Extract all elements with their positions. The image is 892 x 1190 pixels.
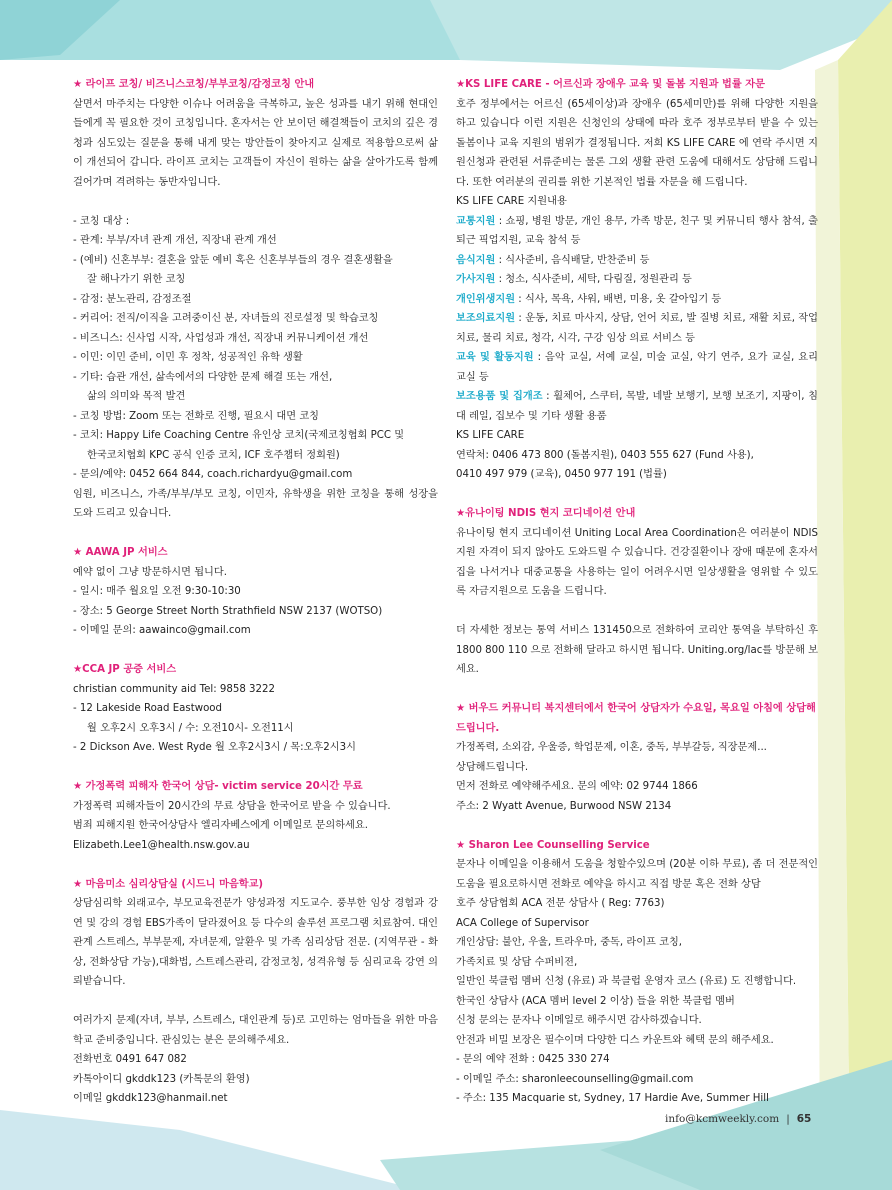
life-coaching-item: 한국코치협회 KPC 공식 인증 코치, ICF 호주챕터 정회원) <box>87 449 340 461</box>
ndis-para1: 유나이팅 현지 코디네이션 Uniting Local Area Coordination은 여러분이 NDIS 지원 자격이 되지 않아도 도와드릴 수 있습니다. 건강질환이나 장애 때문에 혼자서 집을 나서거나 대중교통을 사용하는 일이 어려우시면 일상생활을 영위할 수 있도록 자금지원으로 도움을 드립니다. <box>456 527 819 597</box>
mind-school-para1: 상담심리학 외래교수, 부모교육전문가 양성과정 지도교수. 풍부한 임상 경험과 강연 및 강의 경험 EBS가족이 달라졌어요 등 다수의 솔루션 프로그램 치료참여. 대인관계 스트레스, 부부문제, 자녀문제, 알환우 및 가족 심리상담 전문. (지역무관 - 화상, 전화상담 가능),대화법, 스트레스관리, 감정코칭, 성격유형 등 심리교육 강연 의뢰받습니다. <box>73 898 438 987</box>
sharon-line: 호주 상담협회 ACA 전문 상담사 ( Reg: 7763) <box>456 898 665 909</box>
cca-jp-section <box>73 660 438 758</box>
ks-contact: KS LIFE CARE <box>456 430 525 441</box>
cca-line: - 2 Dickson Ave. West Ryde 월 오후2시3시 / 목:오후2시3시 <box>73 742 356 753</box>
support-key: 음식지원 <box>456 254 496 266</box>
sharon-line: 개인상담: 불안, 우울, 트라우마, 중독, 라이프 코칭, <box>456 937 683 948</box>
ndis-section <box>456 504 818 680</box>
burwood-line: 먼저 전화로 예약해주세요. 문의 예약: 02 9744 1866 <box>456 781 698 792</box>
support-key: 교육 및 활동지원 <box>456 352 534 363</box>
support-value: : 식사준비, 음식배달, 반찬준비 등 <box>495 254 650 266</box>
sharon-line: ACA College of Supervisor <box>456 917 589 929</box>
mind-school-section <box>73 875 438 1109</box>
dv-line: 범죄 피해지원 한국어상담사 엘리자베스에게 이메일로 문의하세요. <box>73 820 368 831</box>
aawa-jp-heading: ★ AAWA JP 서비스 <box>73 547 168 558</box>
sharon-line: 한국인 상담사 (ACA 멤버 level 2 이상) 들을 위한 북클럽 멤버 <box>456 995 735 1007</box>
support-key: 개인위생지원 <box>456 293 516 305</box>
ks-life-care-section <box>456 75 818 485</box>
life-coaching-item: - 커리어: 전직/이직을 고려중이신 분, 자녀들의 진로설정 및 학습코칭 <box>73 313 379 324</box>
ks-support-item <box>456 251 818 271</box>
cca-line: - 12 Lakeside Road Eastwood <box>73 703 222 714</box>
life-coaching-item: - 코치: Happy Life Coaching Centre 유인상 코치(국제코칭협회 PCC 및 <box>73 430 405 441</box>
aawa-line: - 장소: 5 George Street North Strathfield NSW 2137 (WOTSO) <box>73 605 383 617</box>
burwood-heading: ★ 버우드 커뮤니티 복지센터에서 한국어 상담자가 수요일, 목요일 아침에 상담해드립니다. <box>456 703 816 734</box>
support-key: 가사지원 <box>456 274 496 285</box>
sharon-line: - 주소: 135 Macquarie st, Sydney, 17 Hardie Ave, Summer Hill <box>456 1093 769 1104</box>
ks-contact: 0410 497 979 (교육), 0450 977 191 (법률) <box>456 469 667 480</box>
support-key: 보조용품 및 집개조 <box>456 391 543 402</box>
sharon-line: 가족치료 및 상담 수퍼비젼, <box>456 956 578 968</box>
sharon-line: - 이메일 주소: sharonleecounselling@gmail.com <box>456 1073 694 1085</box>
dv-line: 가정폭력 피해자들이 20시간의 무료 상담을 한국어로 받을 수 있습니다. <box>73 800 391 812</box>
footer-email: info@kcmweekly.com <box>665 1113 780 1125</box>
burwood-line: 가정폭력, 소외감, 우울증, 학업문제, 이혼, 중독, 부부갈등, 직장문제... <box>456 742 767 753</box>
mind-contact: 카톡아이디 gkddk123 (카톡문의 환영) <box>73 1073 250 1085</box>
support-value: : 운동, 치료 마사지, 상담, 언어 치료, 발 질병 치료, 재활 치료, 작업 치료, 물리 치료, 청각, 시각, 구강 임상 의료 서비스 등 <box>456 313 818 344</box>
life-coaching-item: - 코칭 방법: Zoom 또는 전화로 진행, 필요시 대면 코칭 <box>73 410 319 422</box>
footer-separator: | <box>786 1113 790 1125</box>
burwood-section <box>456 699 818 816</box>
support-value: : 쇼핑, 병원 방문, 개인 용무, 가족 방문, 친구 및 커뮤니티 행사 참석, 출퇴근 픽업지원, 교육 참석 등 <box>456 215 818 246</box>
support-value: : 식사, 목욕, 샤워, 배변, 미용, 옷 갈아입기 등 <box>515 293 722 305</box>
support-value: : 휠체어, 스쿠터, 목발, 네발 보행기, 보행 보조기, 지팡이, 침대 레일, 집보수 및 기타 생활 용품 <box>456 391 818 422</box>
life-coaching-item: - 관계: 부부/자녀 관계 개선, 직장내 관계 개선 <box>73 235 277 246</box>
mind-contact: 이메일 gkddk123@hanmail.net <box>73 1093 228 1104</box>
cca-line: christian community aid Tel: 9858 3222 <box>73 683 275 695</box>
ks-life-care-subtitle: KS LIFE CARE 지원내용 <box>456 196 567 207</box>
aawa-line: - 일시: 매주 월요일 오전 9:30-10:30 <box>73 586 241 597</box>
dv-email: Elizabeth.Lee1@health.nsw.gov.au <box>73 839 250 851</box>
sharon-lee-heading: ★ Sharon Lee Counselling Service <box>456 839 650 851</box>
sharon-line: - 문의 예약 전화 : 0425 330 274 <box>456 1054 610 1065</box>
support-key: 교통지원 <box>456 215 496 227</box>
page-number: 65 <box>796 1113 812 1125</box>
aawa-jp-section <box>73 543 438 641</box>
ks-contact: 연락처: 0406 473 800 (돌봄지원), 0403 555 627 (Fund 사용), <box>456 449 754 461</box>
cca-line: 월 오후2시 오후3시 / 수: 오전10시- 오전11시 <box>87 722 294 734</box>
support-value: : 음악 교실, 서예 교실, 미술 교실, 악기 연주, 요가 교실, 요리 교실 등 <box>456 352 818 383</box>
mind-school-heading: ★ 마음미소 심리상담실 (시드니 마음학교) <box>73 878 264 890</box>
ndis-heading: ★유나이팅 NDIS 현지 코디네이션 안내 <box>456 508 636 519</box>
page-footer <box>665 1113 811 1125</box>
burwood-line: 주소: 2 Wyatt Avenue, Burwood NSW 2134 <box>456 800 672 812</box>
ks-support-item <box>456 348 818 387</box>
right-column <box>456 75 818 1128</box>
ks-support-item <box>456 309 818 348</box>
aawa-line: - 이메일 문의: aawainco@gmail.com <box>73 625 251 636</box>
ks-support-item <box>456 270 818 290</box>
life-coaching-intro: 살면서 마주치는 다양한 이슈나 어려움을 극복하고, 높은 성과를 내기 위해 현대인들에게 꼭 필요한 것이 코칭입니다. 혼자서는 안 보이던 해결책들이 코치의 깊은 경청과 심도있는 질문을 통해 내게 맞는 방안들이 찾아지고 실제로 적용함으로써 삶이 개선되어 갑니다. 라이프 코치는 고객들이 자신이 원하는 삶을 살아가도록 함께 걸어가며 격려하는 동반자입니다. <box>73 98 438 188</box>
life-coaching-item: - 문의/예약: 0452 664 844, coach.richardyu@gmail.com <box>73 469 353 480</box>
life-coaching-heading: ★ 라이프 코칭/ 비즈니스코칭/부부코칭/감정코칭 안내 <box>73 79 315 90</box>
life-coaching-item: - 비즈니스: 신사업 시작, 사업성과 개선, 직장내 커뮤니케이션 개선 <box>73 332 369 344</box>
sharon-lee-section <box>456 836 818 1109</box>
cca-jp-heading: ★CCA JP 공증 서비스 <box>73 664 177 675</box>
left-column <box>73 75 438 1128</box>
life-coaching-item: 잘 해나가기 위한 코칭 <box>87 274 186 285</box>
life-coaching-item: - 코칭 대상 : <box>73 215 130 227</box>
aawa-line: 예약 없이 그냥 방문하시면 됩니다. <box>73 566 227 578</box>
top-teal-shape-right <box>430 0 892 70</box>
life-coaching-item: - 기타: 습관 개선, 삶속에서의 다양한 문제 해결 또는 개선, <box>73 371 333 383</box>
sharon-line: 안전과 비밀 보장은 필수이며 다양한 디스 카운트와 혜택 문의 해주세요. <box>456 1034 774 1046</box>
ks-life-care-heading: ★KS LIFE CARE - 어르신과 장애우 교육 및 돌봄 지원과 법률 자문 <box>456 79 765 90</box>
burwood-line: 상담해드립니다. <box>456 761 529 773</box>
domestic-violence-section <box>73 777 438 855</box>
life-coaching-item: 삶의 의미와 목적 발견 <box>87 391 186 402</box>
life-coaching-outro: 임원, 비즈니스, 가족/부부/부모 코칭, 이민자, 유학생을 위한 코칭을 통해 성장을 도와 드리고 있습니다. <box>73 488 438 519</box>
ks-life-care-intro: 호주 정부에서는 어르신 (65세이상)과 장애우 (65세미만)를 위해 다양한 지원을 하고 있습니다 이런 지원은 신청인의 상태에 따라 호주 정부로부터 받을 수 있는 돌봄이나 교육 지원의 범위가 결정됩니다. 저희 KS LIFE CARE 에 연락 주시면 지원신청과 관련된 서류준비는 물론 그외 생활 관련 도움에 대해서도 상담해 드립니다. 또한 여러분의 권리를 위한 기본적인 법률 자문을 해 드립니다. <box>456 98 818 188</box>
mind-school-para2: 여러가지 문제(자녀, 부부, 스트레스, 대인관계 등)로 고민하는 엄마들을 위한 마음학교 준비중입니다. 관심있는 분은 문의해주세요. <box>73 1015 438 1046</box>
life-coaching-item: - 감정: 분노관리, 감정조절 <box>73 293 192 305</box>
life-coaching-section <box>73 75 438 524</box>
ndis-para2: 더 자세한 정보는 통역 서비스 131450으로 전화하여 코리안 통역을 부탁하신 후 1800 800 110 으로 전화해 달라고 하시면 됩니다. Uniting.org/lac를 방문해 보세요. <box>456 625 818 675</box>
sharon-lee-intro: 문자나 이메일을 이용해서 도움을 청할수있으며 (20분 이하 무료), 좀 더 전문적인 도움을 필요로하시면 전화로 예약을 하시고 직접 방문 혹은 전화 상담 <box>456 859 818 890</box>
life-coaching-item: - (예비) 신혼부부: 결혼을 앞둔 예비 혹은 신혼부부들의 경우 결혼생활을 <box>73 254 393 266</box>
sharon-line: 일반인 북클럽 멤버 신청 (유료) 과 북클럽 운영자 코스 (유료) 도 진행합니다. <box>456 976 797 987</box>
mind-contact: 전화번호 0491 647 082 <box>73 1054 187 1065</box>
life-coaching-item: - 이민: 이민 준비, 이민 후 정착, 성공적인 유학 생활 <box>73 352 303 363</box>
support-key: 보조의료지원 <box>456 313 516 324</box>
ks-support-item <box>456 290 818 310</box>
support-value: : 청소, 식사준비, 세탁, 다림질, 정원관리 등 <box>495 274 692 285</box>
sharon-line: 신청 문의는 문자나 이메일로 해주시면 감사하겠습니다. <box>456 1015 702 1026</box>
ks-support-item <box>456 212 818 251</box>
domestic-violence-heading: ★ 가정폭력 피해자 한국어 상담- victim service 20시간 무료 <box>73 781 363 792</box>
ks-support-item <box>456 387 818 426</box>
